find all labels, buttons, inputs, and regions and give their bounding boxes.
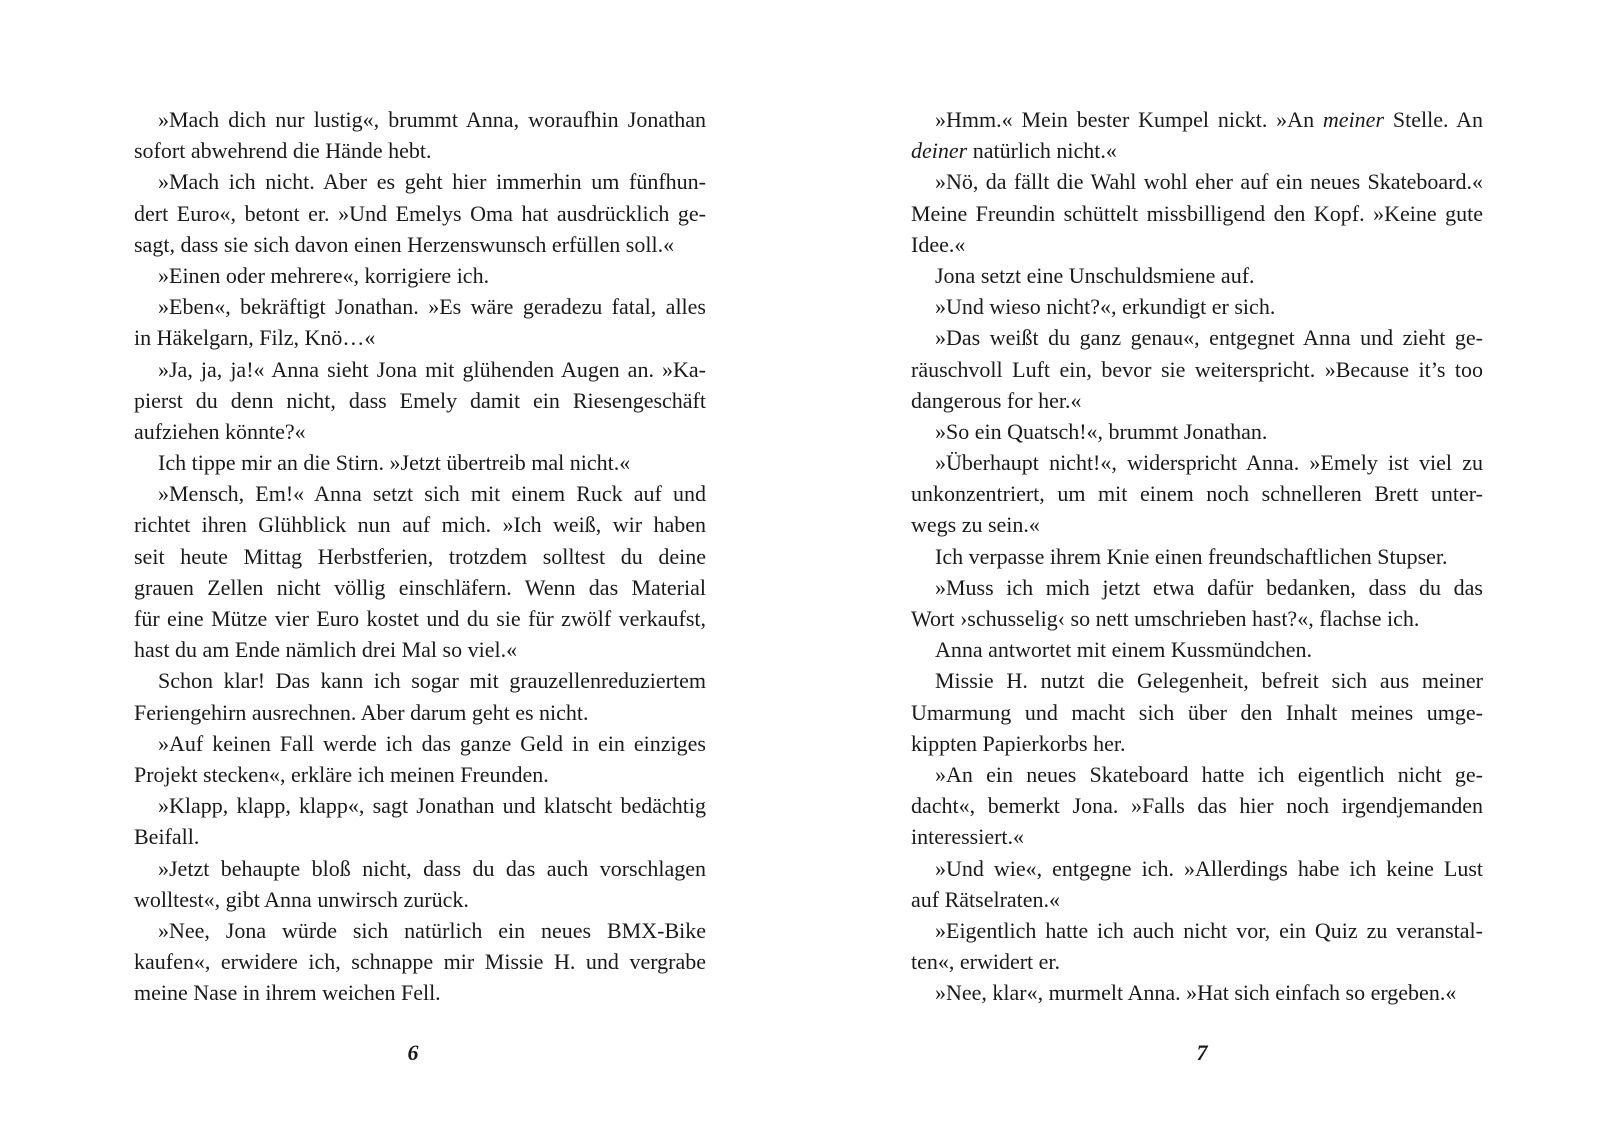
text-line (134, 915, 706, 946)
line-text: grauen Zellen nicht völlig einschläfern. Wenn das Material (134, 574, 706, 600)
text-line (134, 759, 706, 790)
text-line (911, 884, 1483, 915)
text-line (911, 447, 1483, 478)
text-line (911, 665, 1483, 696)
line-text: »Muss ich mich jetzt etwa dafür bedanken, dass du das (935, 574, 1483, 600)
text-line (134, 354, 706, 385)
text-line (134, 198, 706, 229)
text-line (911, 322, 1483, 353)
line-text: »So ein Quatsch!«, brummt Jonathan. (935, 418, 1268, 444)
line-text: »Überhaupt nicht!«, widerspricht Anna. »Emely ist viel zu (935, 450, 1483, 476)
line-text: »Und wieso nicht?«, erkundigt er sich. (935, 294, 1276, 320)
line-text: »Auf keinen Fall werde ich das ganze Geld in ein einziges (158, 730, 706, 756)
text-line (134, 385, 706, 416)
line-text: Projekt stecken«, erkläre ich meinen Freunden. (134, 761, 549, 787)
line-text: »An ein neues Skateboard hatte ich eigentlich nicht ge- (935, 761, 1483, 787)
line-text: pierst du denn nicht, dass Emely damit ein Riesengeschäft (134, 387, 706, 413)
line-text: Anna antwortet mit einem Kussmündchen. (935, 637, 1312, 663)
line-text: »Klapp, klapp, klapp«, sagt Jonathan und klatscht bedächtig (158, 793, 706, 819)
line-text: Jona setzt eine Unschuldsmiene auf. (935, 262, 1255, 288)
text-line (134, 166, 706, 197)
line-text: kaufen«, erwidere ich, schnappe mir Missie H. und vergrabe (134, 949, 706, 975)
line-text: wolltest«, gibt Anna unwirsch zurück. (134, 886, 469, 912)
right-page-number: 7 (1196, 1040, 1208, 1065)
text-line (911, 478, 1483, 509)
line-text: »Nee, Jona würde sich natürlich ein neues BMX-Bike (158, 917, 706, 943)
text-line (134, 291, 706, 322)
line-text: dacht«, bemerkt Jona. »Falls das hier noch irgendjemanden (911, 793, 1483, 819)
text-line (134, 416, 706, 447)
line-text: »Eigentlich hatte ich auch nicht vor, ein Quiz zu veranstal- (935, 917, 1483, 943)
text-line (911, 198, 1483, 229)
line-text: »Hmm.« Mein bester Kumpel nickt. »An (935, 107, 1323, 132)
line-text: natürlich nicht.« (967, 138, 1117, 164)
line-text: seit heute Mittag Herbstferien, trotzdem solltest du deine (134, 543, 706, 569)
text-line (911, 946, 1483, 977)
text-line (134, 541, 706, 572)
line-text: Idee.« (911, 231, 966, 257)
left-page (134, 104, 706, 1008)
line-text: interessiert.« (911, 824, 1025, 850)
text-line (911, 260, 1483, 291)
line-text: in Häkelgarn, Filz, Knö…« (134, 325, 376, 351)
text-line (134, 322, 706, 353)
text-line (911, 697, 1483, 728)
line-text: Meine Freundin schüttelt missbilligend den Kopf. »Keine gute (911, 200, 1483, 226)
line-text: »Einen oder mehrere«, korrigiere ich. (158, 262, 490, 288)
text-line (911, 166, 1483, 197)
text-line (134, 104, 706, 135)
line-text: dangerous for her.« (911, 387, 1082, 413)
text-line (134, 229, 706, 260)
line-text: »Ja, ja, ja!« Anna sieht Jona mit glühenden Augen an. »Ka- (158, 356, 706, 382)
line-text: aufziehen könnte?« (134, 418, 306, 444)
text-line (911, 821, 1483, 852)
text-line (134, 665, 706, 696)
line-text: sagt, dass sie sich davon einen Herzenswunsch erfüllen soll.« (134, 231, 675, 257)
line-text: Missie H. nutzt die Gelegenheit, befreit sich aus meiner (935, 668, 1483, 694)
line-text: Stelle. An (1384, 107, 1483, 132)
line-text: hast du am Ende nämlich drei Mal so viel.« (134, 637, 518, 663)
line-text: Ich tippe mir an die Stirn. »Jetzt übertreib mal nicht.« (158, 450, 631, 476)
text-line (134, 634, 706, 665)
line-text: Beifall. (134, 824, 200, 850)
text-line (911, 603, 1483, 634)
line-text: Schon klar! Das kann ich sogar mit grauzellenreduziertem (158, 668, 706, 694)
text-line (911, 915, 1483, 946)
text-line (911, 790, 1483, 821)
text-line (911, 759, 1483, 790)
line-text: »Nee, klar«, murmelt Anna. »Hat sich einfach so ergeben.« (935, 980, 1457, 1006)
line-text: auf Rätselraten.« (911, 886, 1061, 912)
text-line (134, 509, 706, 540)
line-text: Feriengehirn ausrechnen. Aber darum geht es nicht. (134, 699, 589, 725)
text-line (911, 572, 1483, 603)
text-line (911, 354, 1483, 385)
text-line (911, 634, 1483, 665)
right-page (911, 104, 1483, 1008)
text-line (134, 697, 706, 728)
line-text: für eine Mütze vier Euro kostet und du sie für zwölf verkaufst, (134, 606, 706, 631)
italic-text: deiner (911, 138, 968, 164)
text-line (911, 541, 1483, 572)
text-line (134, 853, 706, 884)
text-line (134, 728, 706, 759)
line-text: »Jetzt behaupte bloß nicht, dass du das auch vorschlagen (158, 855, 706, 881)
text-line (911, 977, 1483, 1008)
text-line (911, 104, 1483, 135)
text-line (134, 884, 706, 915)
text-line (911, 728, 1483, 759)
line-text: »Mensch, Em!« Anna setzt sich mit einem Ruck auf und (158, 481, 706, 507)
text-line (911, 135, 1483, 166)
line-text: »Und wie«, entgegne ich. »Allerdings habe ich keine Lust (935, 855, 1483, 881)
line-text: Wort ›schusselig‹ so nett umschrieben hast?«, flachse ich. (911, 606, 1420, 631)
line-text: dert Euro«, betont er. »Und Emelys Oma hat ausdrücklich ge- (134, 200, 706, 226)
left-page-text (134, 104, 706, 1008)
text-line (911, 509, 1483, 540)
line-text: »Mach dich nur lustig«, brummt Anna, woraufhin Jonathan (158, 107, 706, 132)
text-line (134, 790, 706, 821)
line-text: Ich verpasse ihrem Knie einen freundschaftlichen Stupser. (935, 543, 1448, 569)
text-line (911, 416, 1483, 447)
text-line (134, 977, 706, 1008)
text-line (134, 946, 706, 977)
line-text: unkonzentriert, um mit einem noch schnelleren Brett unter- (911, 481, 1483, 507)
text-line (134, 821, 706, 852)
line-text: kippten Papierkorbs her. (911, 730, 1126, 756)
line-text: meine Nase in ihrem weichen Fell. (134, 980, 441, 1006)
line-text: »Mach ich nicht. Aber es geht hier immerhin um fünfhun- (158, 169, 706, 195)
text-line (911, 385, 1483, 416)
text-line (134, 603, 706, 634)
line-text: Umarmung und macht sich über den Inhalt meines umge- (911, 699, 1483, 725)
text-line (134, 447, 706, 478)
text-line (911, 229, 1483, 260)
right-page-text (911, 104, 1483, 1008)
line-text: »Eben«, bekräftigt Jonathan. »Es wäre geradezu fatal, alles (158, 294, 706, 320)
line-text: ten«, erwidert er. (911, 949, 1061, 975)
text-line (134, 572, 706, 603)
text-line (911, 291, 1483, 322)
line-text: richtet ihren Glühblick nun auf mich. »Ich weiß, wir haben (134, 512, 706, 538)
text-line (134, 478, 706, 509)
text-line (134, 260, 706, 291)
line-text: »Das weißt du ganz genau«, entgegnet Anna und zieht ge- (935, 325, 1483, 351)
italic-text: meiner (1322, 107, 1385, 132)
line-text: sofort abwehrend die Hände hebt. (134, 138, 432, 164)
line-text: wegs zu sein.« (911, 512, 1040, 538)
text-line (911, 853, 1483, 884)
line-text: räuschvoll Luft ein, bevor sie weiterspricht. »Because it’s too (911, 356, 1483, 382)
left-page-number: 6 (407, 1040, 419, 1065)
text-line (134, 135, 706, 166)
line-text: »Nö, da fällt die Wahl wohl eher auf ein neues Skateboard.« (935, 169, 1483, 195)
